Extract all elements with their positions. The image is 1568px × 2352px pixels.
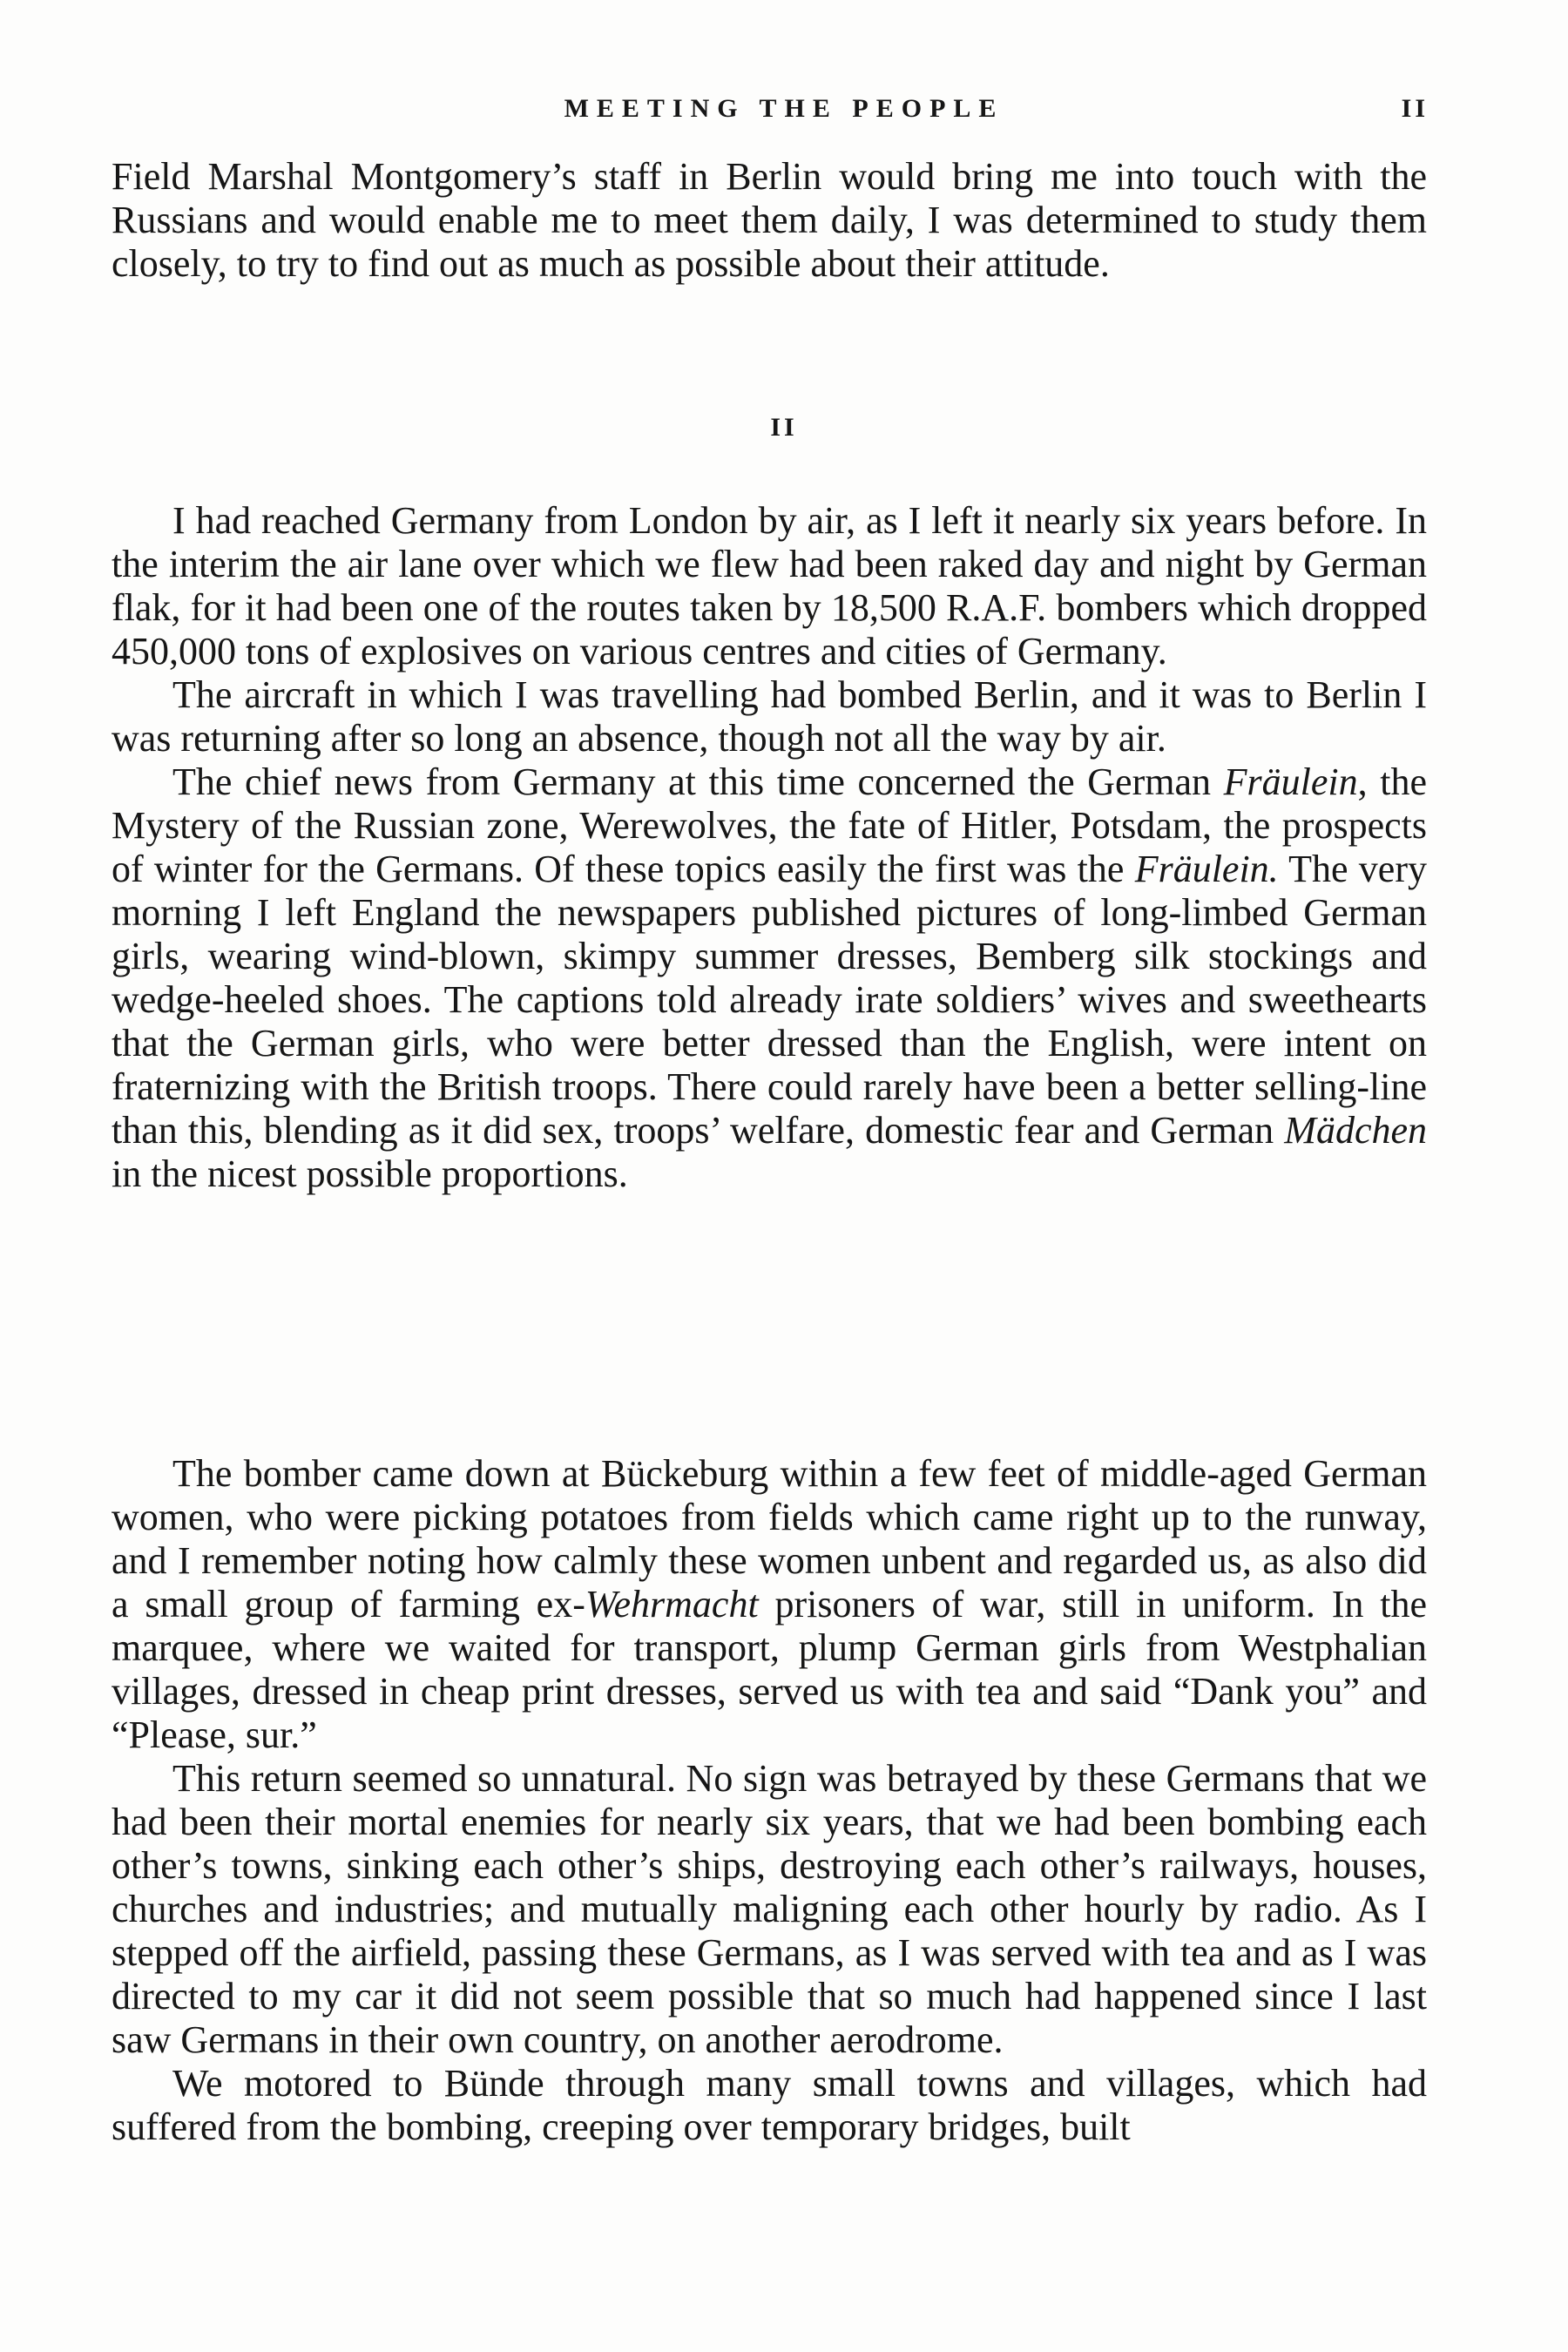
paragraph	[112, 760, 1427, 1196]
italic-term: Fräulein.	[1134, 848, 1279, 890]
text-block-section-two	[112, 499, 1427, 1196]
text-run: The chief news from Germany at this time concerned the German	[172, 760, 1211, 803]
italic-term: Wehrmacht	[585, 1583, 759, 1625]
text-run: , the Mystery of the Russian zone, Werewolves, the fate of Hitler, Potsdam, the prospects of winter for the Germans. Of these topics easily the first was the	[112, 760, 1427, 890]
paragraph: I had reached Germany from London by air, as I left it nearly six years before. In the interim the air lane over which we flew had been raked day and night by German flak, for it had been one of the routes taken by 18,500 R.A.F. bombers which dropped 450,000 tons of explosives on various centres and cities of Germany.	[112, 499, 1427, 672]
text-run: The bomber came down at Bückeburg within a few feet of middle-aged German women, who were picking potatoes from fields which came right up to the runway, and I remember noting how calmly these women unbent and regarded us, as also did a small group of farming ex-	[112, 1452, 1427, 1625]
page-number: II	[1401, 94, 1429, 123]
text-run: The very morning I left England the newspapers published pictures of long-limbed German girls, wearing wind-blown, skimpy summer dresses, Bemberg silk stockings and wedge-heeled shoes. The captions told already irate soldiers’ wives and sweethearts that the German girls, who were better dressed than the English, were intent on fraternizing with the British troops. There could rarely have been a better selling-line than this, blending as it did sex, troops’ welfare, domestic fear and German	[112, 848, 1427, 1152]
text-run: prisoners of war, still in uniform. In the marquee, where we waited for transport, plump German girls from Westphalian villages, dressed in cheap print dresses, served us with tea and said “Dank you” and “Please, sur.”	[112, 1583, 1428, 1756]
paragraph	[112, 1452, 1427, 1757]
italic-term: Fräulein	[1223, 760, 1358, 803]
section-number: II	[770, 413, 798, 442]
running-title: MEETING THE PEOPLE	[564, 94, 1004, 123]
paragraph: The aircraft in which I was travelling had bombed Berlin, and it was to Berlin I was returning after so long an absence, though not all the way by air.	[112, 673, 1427, 760]
text-run: in the nicest possible proportions.	[112, 1152, 628, 1195]
paragraph: We motored to Bünde through many small towns and villages, which had suffered from the bombing, creeping over temporary bridges, built	[112, 2062, 1427, 2148]
paragraph: Field Marshal Montgomery’s staff in Berlin would bring me into touch with the Russians and would enable me to meet them daily, I was determined to study them closely, to try to find out as much as possible about their attitude.	[112, 155, 1427, 285]
paragraph: This return seemed so unnatural. No sign was betrayed by these Germans that we had been their mortal enemies for nearly six years, that we had been bombing each other’s towns, sinking each other’s ships, destroying each other’s railways, houses, churches and industries; and mutually maligning each other hourly by radio. As I stepped off the airfield, passing these Germans, as I was served with tea and as I was directed to my car it did not seem possible that so much had happened since I last saw Germans in their own country, on another aerodrome.	[112, 1757, 1427, 2061]
text-block-arrival	[112, 1452, 1427, 2149]
text-block-opening	[112, 155, 1427, 286]
italic-term: Mädchen	[1284, 1109, 1428, 1152]
running-head	[0, 87, 1568, 131]
